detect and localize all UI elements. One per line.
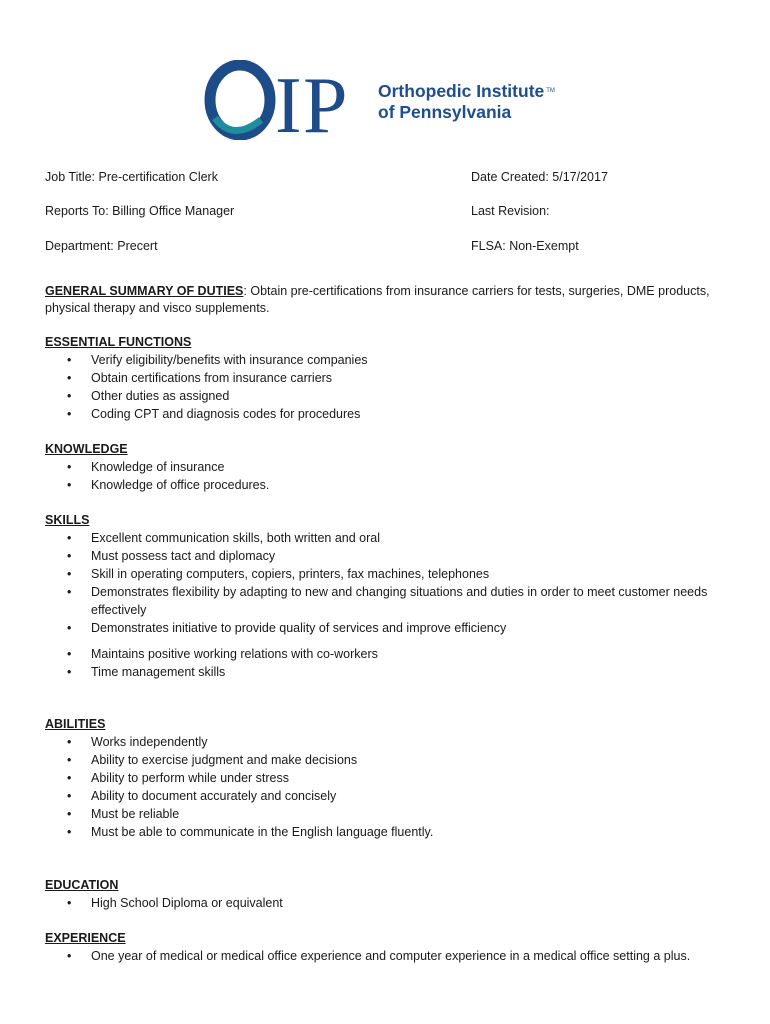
list-item: • Works independently: [45, 733, 735, 751]
essential-functions-section: [45, 333, 735, 423]
skills-section: [45, 511, 735, 681]
reports-to: Reports To: Billing Office Manager: [45, 204, 235, 218]
abilities-section: [45, 715, 735, 841]
last-revision: Last Revision:: [471, 204, 550, 218]
list-item: • Excellent communication skills, both written and oral: [45, 529, 735, 547]
list-item: • Knowledge of insurance: [45, 458, 735, 476]
summary-text: : Obtain pre-certifications from insurance carriers for tests, surgeries, DME products, physical therapy and visco supplements.: [45, 284, 710, 315]
department: Department: Precert: [45, 239, 158, 253]
knowledge-section: [45, 440, 735, 494]
list-item: • Obtain certifications from insurance carriers: [45, 369, 735, 387]
list-item: • Maintains positive working relations with co-workers: [45, 645, 735, 663]
list-item: • Verify eligibility/benefits with insurance companies: [45, 351, 735, 369]
list-item: • Demonstrates flexibility by adapting to new and changing situations and duties in order to meet customer needs effectively: [45, 583, 735, 619]
list-item: • Skill in operating computers, copiers, printers, fax machines, telephones: [45, 565, 735, 583]
list-item: • Other duties as assigned: [45, 387, 735, 405]
list-item: • Must be able to communicate in the English language fluently.: [45, 823, 735, 841]
list-item: • Must possess tact and diplomacy: [45, 547, 735, 565]
logo-name-line1: Orthopedic Institute: [378, 81, 545, 101]
general-summary: [45, 283, 735, 317]
flsa-status: FLSA: Non-Exempt: [471, 239, 579, 253]
list-item: • Must be reliable: [45, 805, 735, 823]
section-heading: SKILLS: [45, 513, 90, 527]
date-created: Date Created: 5/17/2017: [471, 170, 608, 184]
education-section: [45, 876, 735, 912]
experience-section: [45, 929, 735, 965]
list-item: • Coding CPT and diagnosis codes for procedures: [45, 405, 735, 423]
list-item: • Time management skills: [45, 663, 735, 681]
svg-text:I: I: [275, 62, 302, 140]
section-heading: ABILITIES: [45, 717, 106, 731]
section-heading: ESSENTIAL FUNCTIONS: [45, 335, 192, 349]
trademark: TM: [546, 88, 555, 94]
svg-text:P: P: [303, 62, 348, 140]
list-item: • High School Diploma or equivalent: [45, 894, 735, 912]
list-item: • Ability to perform while under stress: [45, 769, 735, 787]
section-heading: EXPERIENCE: [45, 931, 126, 945]
logo-name-line2: of Pennsylvania: [378, 102, 512, 122]
section-heading: KNOWLEDGE: [45, 442, 128, 456]
logo-name: [378, 81, 555, 123]
list-item: • Ability to exercise judgment and make decisions: [45, 751, 735, 769]
job-title: Job Title: Pre-certification Clerk: [45, 170, 218, 184]
list-item: • One year of medical or medical office experience and computer experience in a medical office setting a plus.: [45, 947, 735, 965]
list-item: • Demonstrates initiative to provide quality of services and improve efficiency: [45, 619, 735, 637]
summary-label: GENERAL SUMMARY OF DUTIES: [45, 284, 244, 298]
oip-logo-mark: [203, 60, 378, 140]
list-item: • Knowledge of office procedures.: [45, 476, 735, 494]
list-item: • Ability to document accurately and concisely: [45, 787, 735, 805]
company-logo: [203, 60, 563, 140]
section-heading: EDUCATION: [45, 878, 119, 892]
